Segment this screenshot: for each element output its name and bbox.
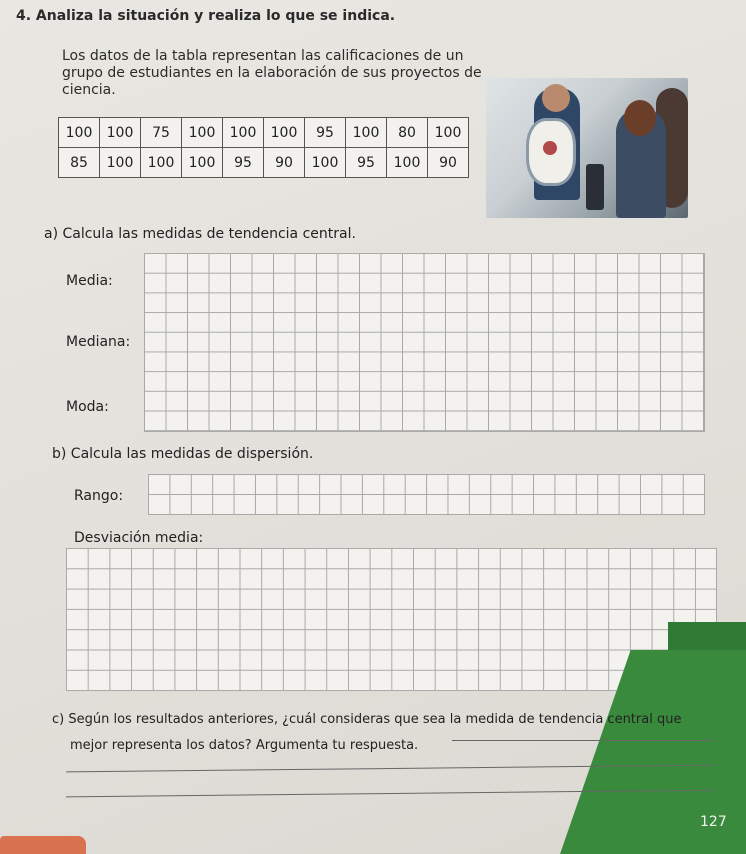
table-cell: 100 (100, 148, 141, 178)
media-label: Media: (66, 273, 113, 289)
table-row (59, 118, 469, 148)
table-cell: 100 (305, 148, 346, 178)
table-cell: 100 (182, 148, 223, 178)
table-cell: 85 (59, 148, 100, 178)
table-cell: 100 (100, 118, 141, 148)
answer-line[interactable] (452, 740, 714, 741)
part-a-prompt: a) Calcula las medidas de tendencia central. (44, 226, 356, 242)
table-cell: 100 (428, 118, 469, 148)
table-cell: 100 (182, 118, 223, 148)
table-cell: 80 (387, 118, 428, 148)
table-cell: 90 (428, 148, 469, 178)
part-c-line1: c) Según los resultados anteriores, ¿cuál consideras que sea la medida de tendencia central que (52, 712, 682, 727)
mediana-label: Mediana: (66, 334, 131, 350)
table-row (59, 148, 469, 178)
table-cell: 95 (305, 118, 346, 148)
rango-work-grid[interactable] (148, 474, 705, 515)
table-cell: 100 (223, 118, 264, 148)
table-cell: 100 (264, 118, 305, 148)
desviacion-work-grid[interactable] (66, 548, 717, 691)
rango-label: Rango: (74, 488, 124, 504)
question-title: 4. Analiza la situación y realiza lo que se indica. (16, 8, 396, 24)
table-cell: 75 (141, 118, 182, 148)
moda-label: Moda: (66, 399, 109, 415)
students-photo (486, 78, 688, 218)
table-cell: 90 (264, 148, 305, 178)
table-cell: 100 (59, 118, 100, 148)
table-cell: 95 (223, 148, 264, 178)
grades-table (58, 117, 469, 178)
table-cell: 100 (141, 148, 182, 178)
table-cell: 100 (387, 148, 428, 178)
page-number: 127 (700, 814, 727, 830)
page-tab-decoration (0, 836, 86, 854)
desviacion-label: Desviación media: (74, 530, 204, 546)
table-cell: 100 (346, 118, 387, 148)
part-c-line2: mejor representa los datos? Argumenta tu respuesta. (70, 738, 419, 753)
table-cell: 95 (346, 148, 387, 178)
question-intro: Los datos de la tabla representan las calificaciones de un grupo de estudiantes en la elaboración de sus proyectos de ciencia. (62, 48, 482, 98)
part-b-prompt: b) Calcula las medidas de dispersión. (52, 446, 314, 462)
tendency-work-grid[interactable] (144, 253, 705, 432)
